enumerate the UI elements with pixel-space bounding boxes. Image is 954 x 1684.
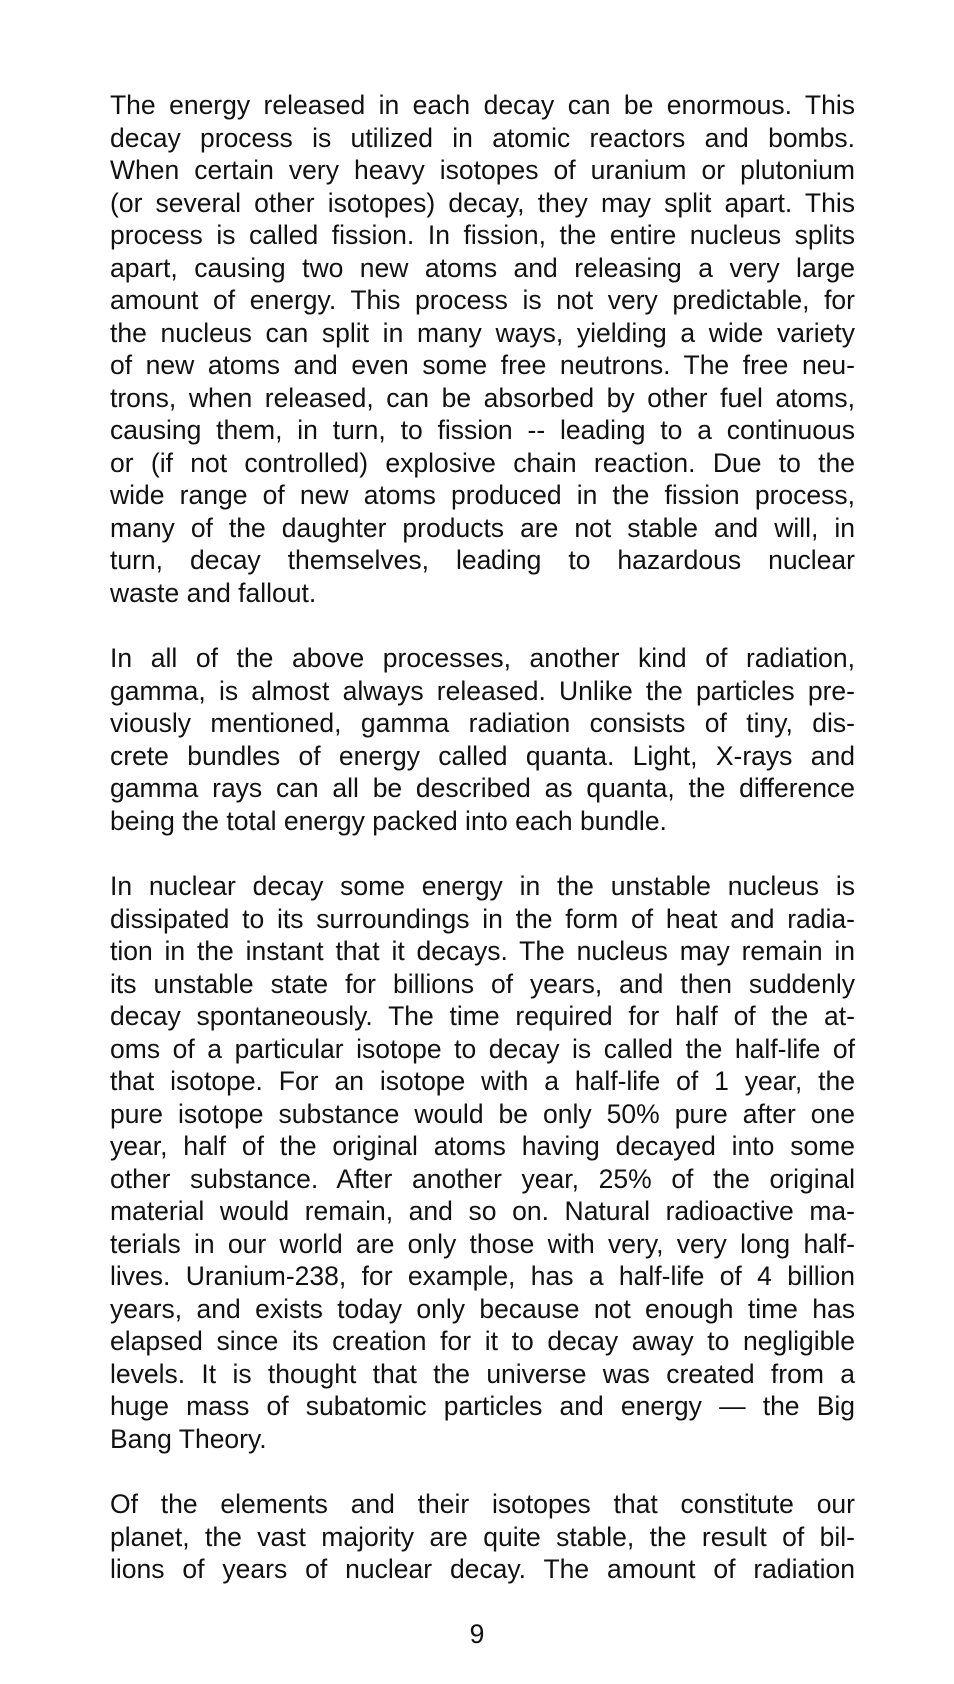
text-line: being the total energy packed into each bundle. — [110, 805, 667, 836]
text-line: tion in the instant that it decays. The nucleus may remain in — [110, 936, 855, 966]
text-line: process is called fission. In fission, the entire nucleus splits — [110, 220, 855, 250]
text-line: or (if not controlled) explosive chain reaction. Due to the — [110, 447, 855, 478]
text-line: wide range of new atoms produced in the fission process, — [110, 480, 855, 510]
paragraph-half-life — [110, 870, 855, 1455]
text-line: year, half of the original atoms having decayed into some — [110, 1131, 855, 1161]
text-line: the nucleus can split in many ways, yielding a wide variety — [110, 317, 855, 348]
text-line: Bang Theory. — [110, 1423, 267, 1454]
text-line: Of the elements and their isotopes that constitute our — [110, 1489, 855, 1519]
text-line: other substance. After another year, 25% of the original — [110, 1163, 855, 1194]
text-line: huge mass of subatomic particles and energy — the Big — [110, 1391, 855, 1421]
text-line: crete bundles of energy called quanta. Light, X-rays and — [110, 740, 855, 771]
text-line: terials in our world are only those with very, very long half- — [110, 1228, 855, 1259]
text-line: years, and exists today only because not enough time has — [110, 1293, 855, 1324]
text-line: dissipated to its surroundings in the form of heat and radia- — [110, 903, 855, 934]
page-body — [110, 89, 855, 1619]
text-line: levels. It is thought that the universe was created from a — [110, 1358, 855, 1389]
text-line: elapsed since its creation for it to decay away to negligible — [110, 1326, 855, 1356]
text-line: decay spontaneously. The time required for half of the at- — [110, 1001, 855, 1031]
paragraph-gamma — [110, 642, 855, 837]
text-line: apart, causing two new atoms and releasing a very large — [110, 252, 855, 283]
text-line: of new atoms and even some free neutrons. The free neu- — [110, 350, 855, 380]
text-line: causing them, in turn, to fission -- leading to a continuous — [110, 415, 855, 445]
text-line: oms of a particular isotope to decay is called the half-life of — [110, 1033, 855, 1064]
text-line: material would remain, and so on. Natural radioactive ma- — [110, 1196, 855, 1226]
text-line: lives. Uranium-238, for example, has a half-life of 4 billion — [110, 1261, 855, 1291]
text-line: lions of years of nuclear decay. The amount of radiation — [110, 1554, 855, 1584]
text-line: its unstable state for billions of years, and then suddenly — [110, 968, 855, 999]
text-line: amount of energy. This process is not very predictable, for — [110, 285, 855, 315]
page-number: 9 — [469, 1619, 485, 1649]
text-line: The energy released in each decay can be enormous. This — [110, 90, 855, 120]
text-line: many of the daughter products are not stable and will, in — [110, 512, 855, 543]
paragraph-fission — [110, 89, 855, 609]
text-line: In nuclear decay some energy in the unstable nucleus is — [110, 871, 855, 901]
text-line: turn, decay themselves, leading to hazardous nuclear — [110, 545, 855, 575]
text-line: planet, the vast majority are quite stable, the result of bil- — [110, 1521, 855, 1552]
text-line: waste and fallout. — [110, 577, 317, 608]
text-line: In all of the above processes, another kind of radiation, — [110, 643, 855, 673]
paragraph-stable-elements — [110, 1488, 855, 1586]
text-line: that isotope. For an isotope with a half-life of 1 year, the — [110, 1066, 855, 1096]
text-line: viously mentioned, gamma radiation consists of tiny, dis- — [110, 708, 855, 738]
text-line: trons, when released, can be absorbed by other fuel atoms, — [110, 382, 855, 413]
text-line: gamma rays can all be described as quanta, the difference — [110, 773, 855, 803]
text-line: pure isotope substance would be only 50% pure after one — [110, 1098, 855, 1129]
text-line: (or several other isotopes) decay, they may split apart. This — [110, 187, 855, 218]
text-line: gamma, is almost always released. Unlike the particles pre- — [110, 675, 855, 706]
text-line: decay process is utilized in atomic reactors and bombs. — [110, 122, 855, 153]
text-line: When certain very heavy isotopes of uranium or plutonium — [110, 155, 855, 185]
